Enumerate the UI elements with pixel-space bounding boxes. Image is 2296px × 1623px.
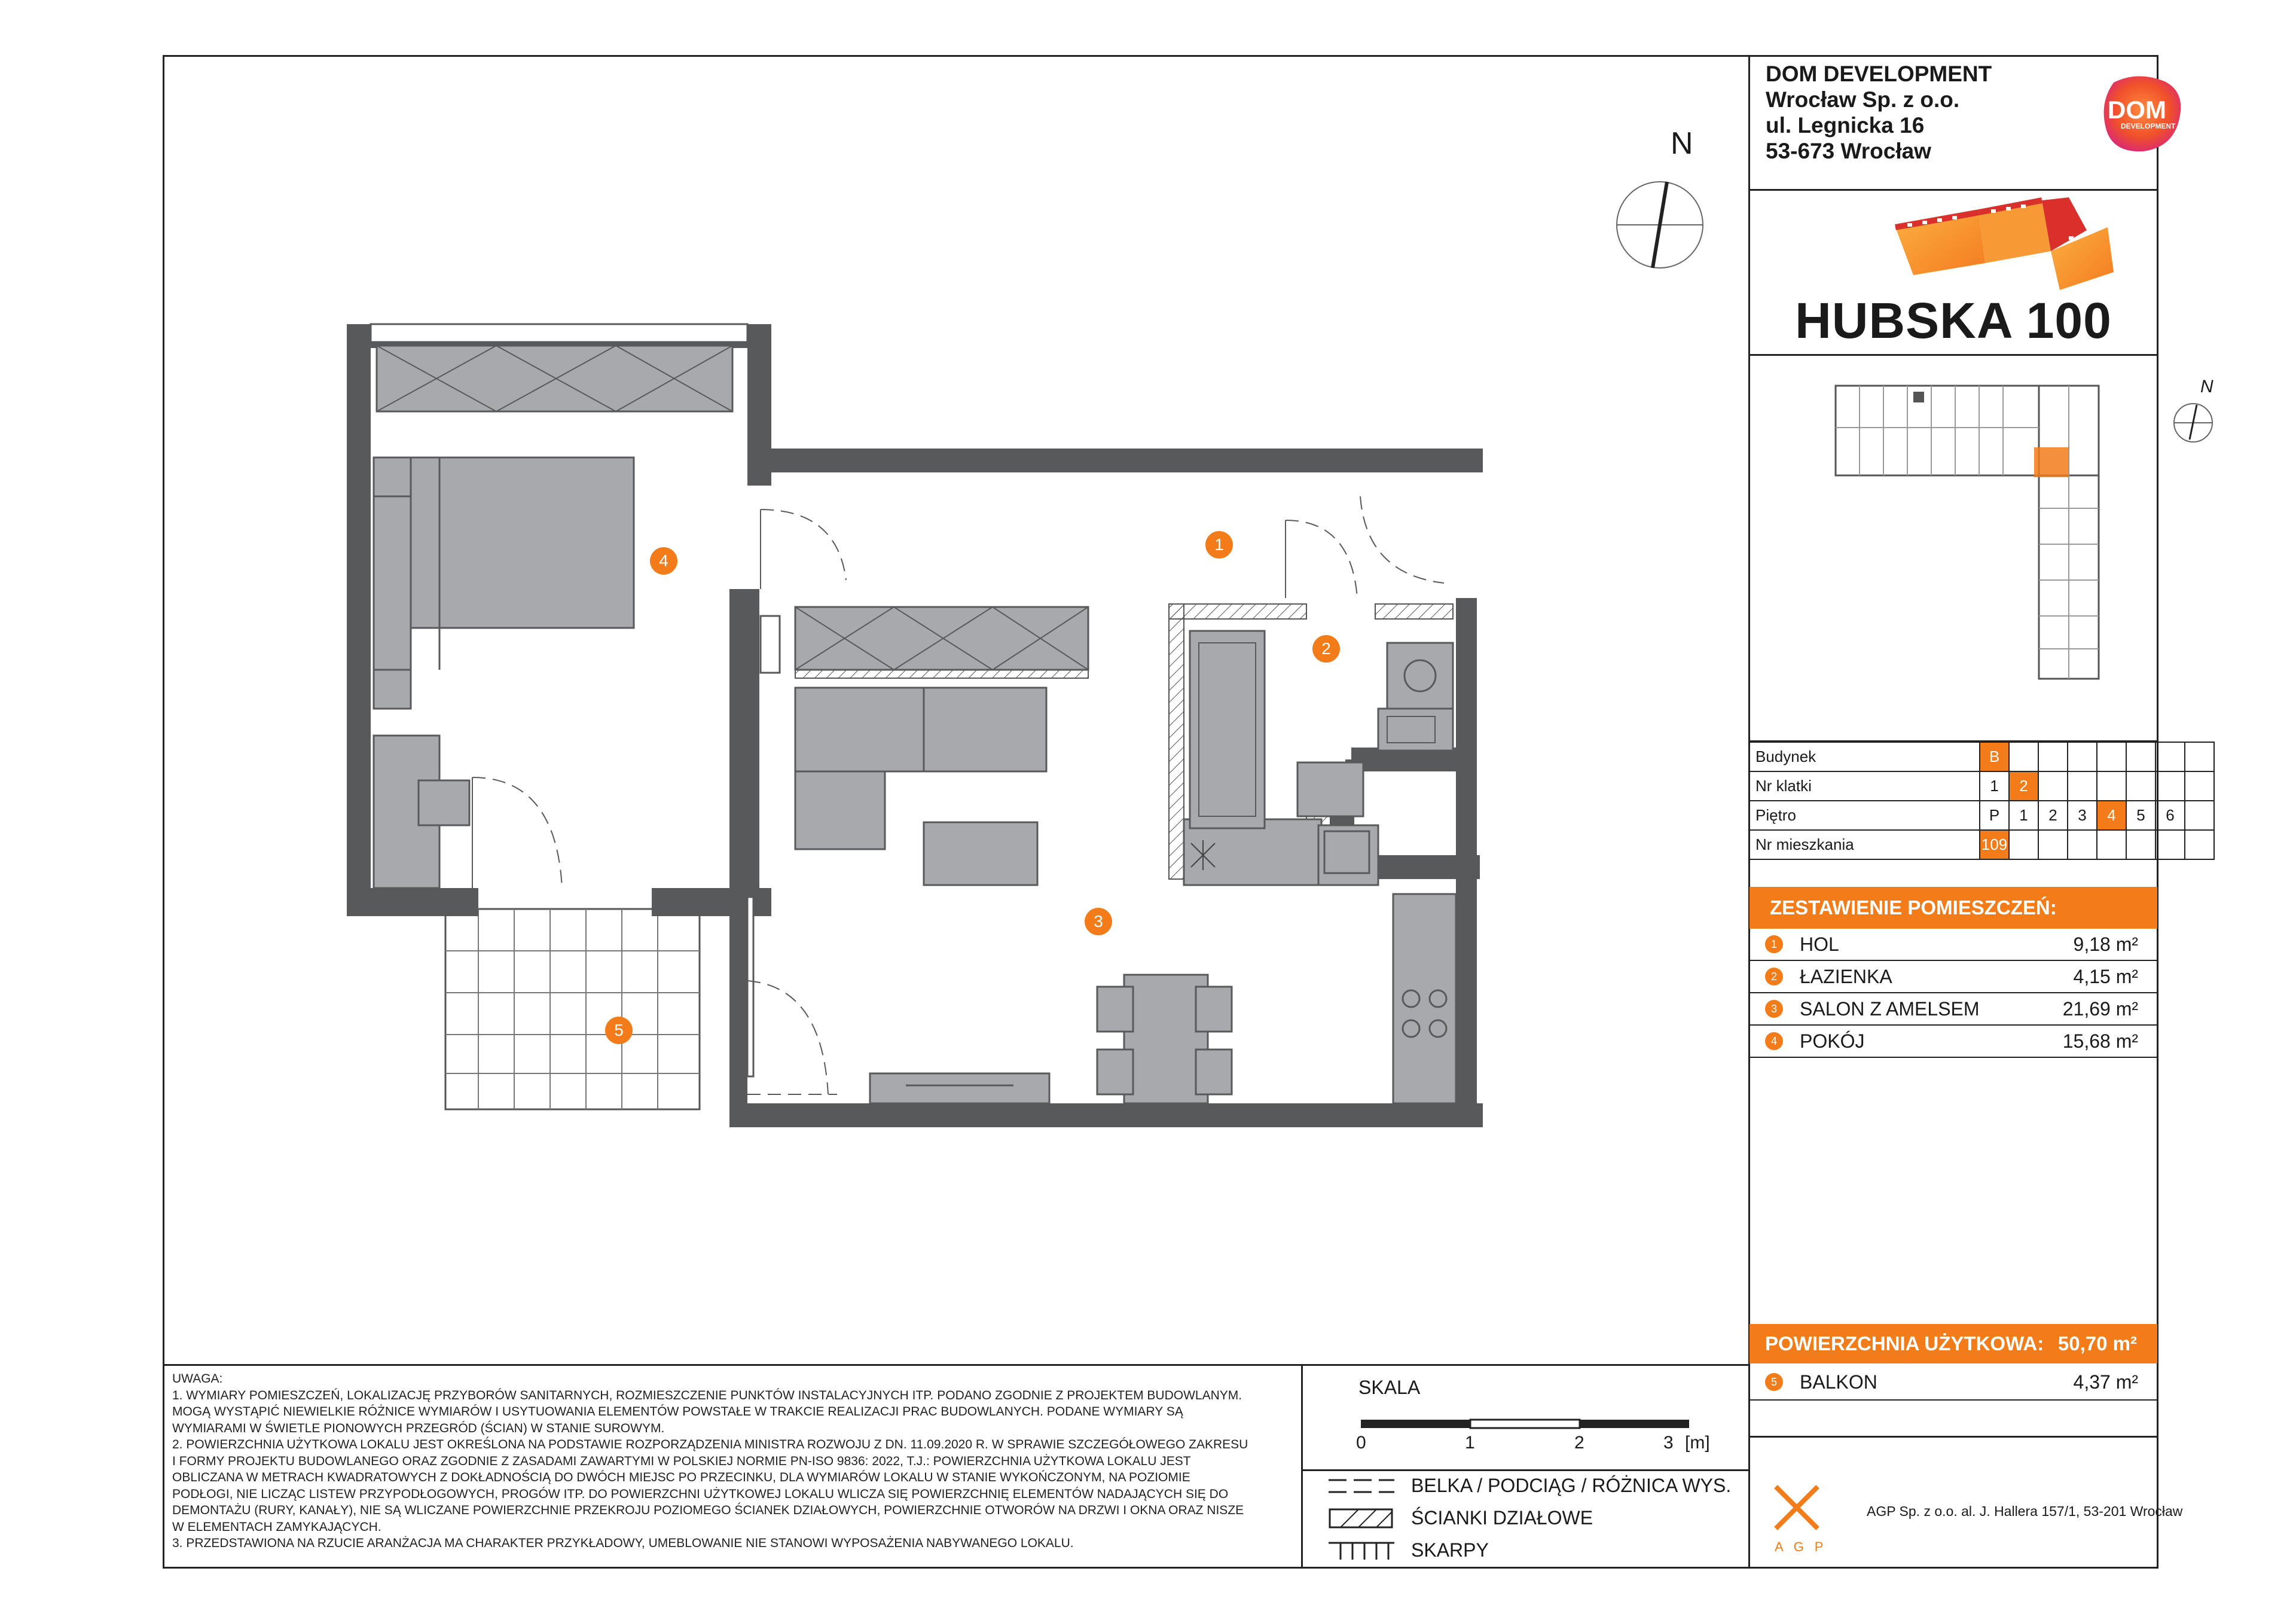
floor-value: 1 xyxy=(2009,801,2038,830)
beam-dashed-icon xyxy=(1329,1477,1394,1495)
scale-tick-0: 0 xyxy=(1356,1433,1366,1453)
floor-row xyxy=(1749,801,2214,830)
rooms-header: ZESTAWIENIE POMIESZCZEŃ: xyxy=(1750,887,2157,929)
balcony-row xyxy=(1750,1365,2157,1401)
tv-cabinet xyxy=(870,1073,1049,1103)
usable-area-value: 50,70 m² xyxy=(2057,1332,2137,1354)
notes-line: W ELEMENTACH ZAMYKAJĄCYCH. xyxy=(172,1520,381,1534)
notes-block xyxy=(172,1371,1290,1552)
panel-rule xyxy=(1748,1436,2158,1438)
legend-rule xyxy=(1301,1469,1750,1471)
scale-unit: [m] xyxy=(1685,1433,1710,1453)
room-row xyxy=(1750,993,2157,1026)
company-sub: Wrocław Sp. z o.o. xyxy=(1766,87,1960,112)
room-name: ŁAZIENKA xyxy=(1800,965,1892,987)
room-number: 4 xyxy=(1765,1032,1783,1050)
notes-line: OBLICZANA W METRACH KWADRATOWYCH Z DOKŁADNOŚCIĄ DO DWÓCH MIEJSC PO PRZECINKU, DLA WYMIARÓW LOKALU W STANIE WYKOŃCZONYM, NA POZIOMIE xyxy=(172,1471,1190,1484)
company-name: DOM DEVELOPMENT xyxy=(1766,62,1992,86)
room-number: 3 xyxy=(1765,1000,1783,1018)
room-name: SALON Z AMELSEM xyxy=(1800,997,1980,1020)
notes-title: UWAGA: xyxy=(172,1372,223,1386)
room-marker-5: 5 xyxy=(605,1017,633,1044)
apartment-value: 109 xyxy=(1980,830,2009,859)
mini-north-arrow xyxy=(2169,392,2223,446)
agp-logo-text: A G P xyxy=(1775,1539,1827,1554)
notes-line: I FORMY PROJEKTU BUDOWLANEGO ORAZ ZGODNIE Z ZASADAMI ZAWARTYMI W POLSKIEJ NORMIE PN-ISO 9836: 2022, T.J.: POWIERZCHNIA UŻYTKOWA LOKALU JEST xyxy=(172,1454,1191,1468)
apartment-label: Nr mieszkania xyxy=(1749,830,1980,859)
mini-north-label: N xyxy=(2200,377,2213,396)
legend-reveal-text: SKARPY xyxy=(1411,1539,1489,1561)
reveal-icon xyxy=(1329,1538,1394,1562)
apartment-info-table xyxy=(1748,742,2215,860)
room-number: 2 xyxy=(1765,968,1783,986)
dom-development-logo xyxy=(2096,71,2199,154)
balcony-number: 5 xyxy=(1765,1373,1783,1391)
bed xyxy=(374,457,634,709)
notes-line: 2. POWIERZCHNIA UŻYTKOWA LOKALU JEST OKREŚLONA NA PODSTAWIE ROZPORZĄDZENIA MINISTRA ROZWOJU Z DN. 11.09.2020 R. W SPRAWIE SZCZEGÓŁOWEGO ZAKRESU xyxy=(172,1438,1248,1451)
desk xyxy=(374,736,469,888)
film-strip-logo xyxy=(1889,194,2117,290)
panel-rule xyxy=(1748,189,2158,191)
notes-line: 1. WYMIARY POMIESZCZEŃ, LOKALIZACJĘ PRZYBORÓW SANITARNYCH, ROZMIESZCZENIE PUNKTÓW INSTALACYJNYCH ITP. PODANO ZGODNIE Z PROJEKTEM BUDOWLANYM. xyxy=(172,1388,1242,1402)
scale-tick-3: 3 xyxy=(1663,1433,1674,1453)
floor-plan xyxy=(335,317,1495,1136)
floor-value-selected: 4 xyxy=(2097,801,2126,830)
building-value: B xyxy=(1980,742,2009,771)
scale-bar xyxy=(1361,1418,1690,1428)
balcony-name: BALKON xyxy=(1800,1371,1877,1393)
wardrobe-living xyxy=(795,607,1088,670)
room-marker-1: 1 xyxy=(1205,531,1233,559)
room-name: POKÓJ xyxy=(1800,1030,1865,1052)
floor-value: 2 xyxy=(2038,801,2068,830)
floor-value: 5 xyxy=(2126,801,2155,830)
floor-label: Piętro xyxy=(1749,801,1980,830)
apartment-row xyxy=(1749,830,2214,859)
svg-text:DEVELOPMENT: DEVELOPMENT xyxy=(2121,122,2176,130)
panel-rule xyxy=(1748,354,2158,356)
room-marker-4: 4 xyxy=(650,547,677,575)
scale-tick-2: 2 xyxy=(1574,1433,1584,1453)
architect-address: AGP Sp. z o.o. al. J. Hallera 157/1, 53-201 Wrocław xyxy=(1867,1503,2183,1519)
legend-beam-text: BELKA / PODCIĄG / RÓŻNICA WYS. xyxy=(1411,1475,1732,1496)
legend-partition-text: ŚCIANKI DZIAŁOWE xyxy=(1411,1507,1593,1529)
company-address xyxy=(1766,61,1992,164)
floor-value: 6 xyxy=(2155,801,2185,830)
north-arrow-icon xyxy=(1614,179,1705,270)
stair-value: 1 xyxy=(1980,771,2009,801)
coffee-table xyxy=(924,822,1037,885)
notes-line: WYMIARAMI W ŚWIETLE PIONOWYCH PRZEGRÓD (ŚCIAN) W STANIE SUROWYM. xyxy=(172,1421,665,1435)
room-area: 21,69 m² xyxy=(2062,997,2138,1020)
stair-row xyxy=(1749,771,2214,801)
svg-text:DOM: DOM xyxy=(2108,96,2166,124)
scale-tick-1: 1 xyxy=(1465,1433,1475,1453)
stair-label: Nr klatki xyxy=(1749,771,1980,801)
notes-rule xyxy=(163,1364,1750,1366)
project-title: HUBSKA 100 xyxy=(1795,292,2112,349)
rooms-list xyxy=(1750,929,2157,1058)
notes-line: 3. PRZEDSTAWIONA NA RZUCIE ARANŻACJA MA CHARAKTER PRZYKŁADOWY, UMEBLOWANIE NIE STANOWI WYPOSAŻENIA NABYWANEGO LOKALU. xyxy=(172,1536,1074,1550)
floor-value: P xyxy=(1980,801,2009,830)
room-row xyxy=(1750,961,2157,993)
room-row xyxy=(1750,929,2157,961)
room-marker-3: 3 xyxy=(1085,908,1112,935)
building-row xyxy=(1749,742,2214,771)
company-city: 53-673 Wrocław xyxy=(1766,139,1931,163)
floor-value: 3 xyxy=(2068,801,2097,830)
site-key-plan xyxy=(1824,377,2147,724)
notes-divider xyxy=(1301,1364,1303,1569)
dining-set xyxy=(1097,975,1232,1103)
wardrobe-bedroom xyxy=(377,346,732,411)
building-label: Budynek xyxy=(1749,742,1980,771)
room-area: 4,15 m² xyxy=(2073,965,2138,987)
partition-hatch-icon xyxy=(1329,1508,1394,1529)
stair-value-selected: 2 xyxy=(2009,771,2038,801)
room-marker-2: 2 xyxy=(1312,635,1340,663)
room-area: 15,68 m² xyxy=(2062,1030,2138,1052)
room-name: HOL xyxy=(1800,933,1839,955)
scale-label: SKALA xyxy=(1358,1377,1421,1398)
balcony-floor xyxy=(445,909,700,1109)
north-label: N xyxy=(1671,126,1693,161)
room-area: 9,18 m² xyxy=(2073,933,2138,955)
notes-line: MOGĄ WYSTĄPIĆ NIEWIELKIE RÓŻNICE WYMIARÓW I USYTUOWANIA ELEMENTÓW POWSTAŁE W TRAKCIE REALIZACJI PRAC BUDOWLANYCH. PODANE WYMIARY SĄ xyxy=(172,1405,1183,1418)
balcony-area: 4,37 m² xyxy=(2073,1371,2138,1393)
usable-area-bar xyxy=(1750,1324,2157,1363)
room-row xyxy=(1750,1026,2157,1058)
room-number: 1 xyxy=(1765,935,1783,953)
usable-area-label: POWIERZCHNIA UŻYTKOWA: xyxy=(1765,1332,2044,1354)
notes-line: PODŁOGI, NIE LICZĄC LISTEW PRZYPODŁOGOWYCH, PROGÓW ITP. DO POWIERZCHNI UŻYTKOWEJ LOKALU WLICZA SIĘ POWIERZCHNIĘ ELEMENTÓW NADAJĄCYCH SIĘ DO xyxy=(172,1487,1229,1501)
notes-line: DEMONTAŻU (RURY, KANAŁY), NIE SĄ WLICZANE POWIERZCHNIE PRZEKROJU POZIOMEGO ŚCIANEK DZIAŁOWYCH, POWIERZCHNIE OTWORÓW NA DRZWI I OKNA ORAZ NISZE xyxy=(172,1503,1244,1517)
company-street: ul. Legnicka 16 xyxy=(1766,113,1925,138)
